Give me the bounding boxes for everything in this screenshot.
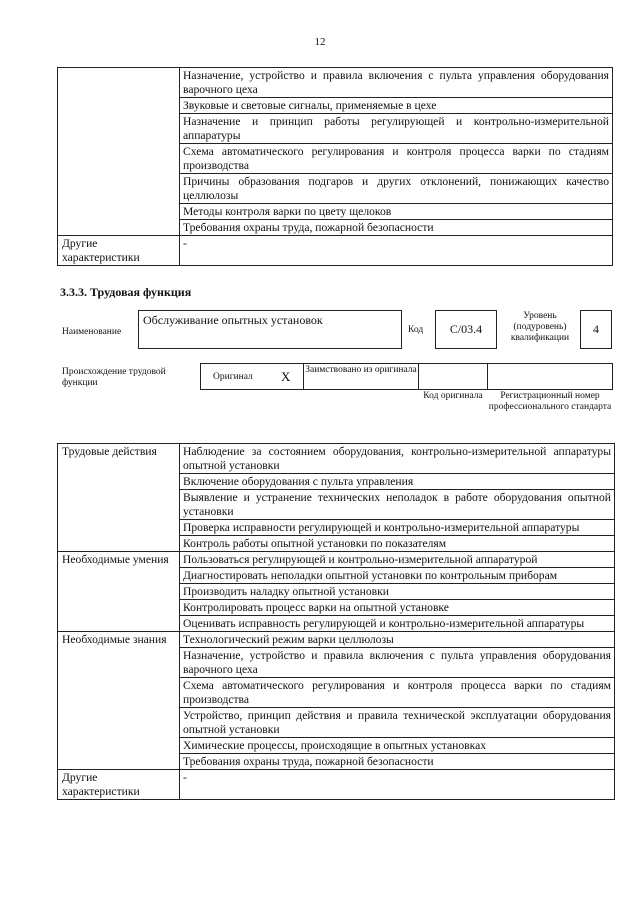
knowledge-item: Назначение, устройство и правила включения с пульта управления оборудования варочного цеха (180, 68, 613, 98)
knowledge-item: Звуковые и световые сигналы, применяемые в цехе (180, 98, 613, 114)
code-original-box (418, 363, 488, 390)
knowledge-item: Причины образования подгаров и других отклонений, понижающих качество целлюлозы (180, 174, 613, 204)
skill-item: Пользоваться регулирующей и контрольно-измерительной аппаратурой (180, 552, 615, 568)
table-row (58, 632, 615, 648)
knowledge-item: Схема автоматического регулирования и контроля процесса варки по стадиям производства (180, 144, 613, 174)
function-code: C/03.4 (449, 322, 483, 336)
action-item: Наблюдение за состоянием оборудования, контрольно-измерительной аппаратуры опытной установки (180, 444, 615, 474)
reg-number-caption: Регистрационный номер профессионального стандарта (488, 391, 612, 412)
page-number: 12 (314, 36, 326, 48)
labor-function-table (57, 443, 615, 800)
skill-item: Диагностировать неполадки опытной установки по контрольным приборам (180, 568, 615, 584)
action-item: Выявление и устранение технических неполадок в работе оборудования опытной установки (180, 490, 615, 520)
table-row (58, 552, 615, 568)
original-mark: X (281, 369, 291, 384)
original-box (200, 363, 304, 390)
function-name-box (138, 310, 402, 349)
original-label: Оригинал (213, 372, 253, 382)
action-item: Контроль работы опытной установки по показателям (180, 536, 615, 552)
borrowed-label: Заимствовано из оригинала (305, 365, 417, 375)
knowledge-item: Химические процессы, происходящие в опытных установках (180, 738, 615, 754)
knowledge-item: Назначение, устройство и правила включения с пульта управления оборудования варочного цеха (180, 648, 615, 678)
knowledge-item: Схема автоматического регулирования и контроля процесса варки по стадиям производства (180, 678, 615, 708)
skills-label: Необходимые умения (58, 552, 180, 632)
origin-label: Происхождение трудовой функции (62, 367, 166, 388)
level-value: 4 (593, 322, 599, 336)
other-characteristics-label: Другие характеристики (58, 236, 180, 266)
table-row (58, 770, 615, 800)
name-label: Наименование (62, 327, 122, 337)
skill-item: Оценивать исправность регулирующей и контрольно-измерительной аппаратуры (180, 616, 615, 632)
borrowed-box (303, 363, 419, 390)
table-row (58, 236, 613, 266)
action-item: Проверка исправности регулирующей и контрольно-измерительной аппаратуры (180, 520, 615, 536)
action-item: Включение оборудования с пульта управления (180, 474, 615, 490)
section-title: 3.3.3. Трудовая функция (60, 285, 192, 299)
knowledge-item: Устройство, принцип действия и правила технической эксплуатации оборудования опытной установки (180, 708, 615, 738)
knowledge-label: Необходимые знания (58, 632, 180, 770)
actions-label: Трудовые действия (58, 444, 180, 552)
table-row (58, 444, 615, 474)
level-label: Уровень (подуровень) квалификации (510, 311, 570, 343)
code-label: Код (408, 325, 424, 335)
empty-label-cell (58, 68, 180, 236)
knowledge-item: Технологический режим варки целлюлозы (180, 632, 615, 648)
level-box (580, 310, 612, 349)
knowledge-item: Требования охраны труда, пожарной безопасности (180, 754, 615, 770)
code-box (435, 310, 497, 349)
knowledge-item: Назначение и принцип работы регулирующей и контрольно-измерительной аппаратуры (180, 114, 613, 144)
knowledge-item: Требования охраны труда, пожарной безопасности (180, 220, 613, 236)
table-row (58, 68, 613, 98)
other-characteristics-value: - (180, 770, 615, 800)
skill-item: Контролировать процесс варки на опытной установке (180, 600, 615, 616)
knowledge-table-continued (57, 67, 613, 266)
other-characteristics-value: - (180, 236, 613, 266)
function-name: Обслуживание опытных установок (143, 313, 323, 327)
reg-number-box (487, 363, 613, 390)
other-characteristics-label: Другие характеристики (58, 770, 180, 800)
knowledge-item: Методы контроля варки по цвету щелоков (180, 204, 613, 220)
code-original-caption: Код оригинала (423, 391, 483, 401)
skill-item: Производить наладку опытной установки (180, 584, 615, 600)
